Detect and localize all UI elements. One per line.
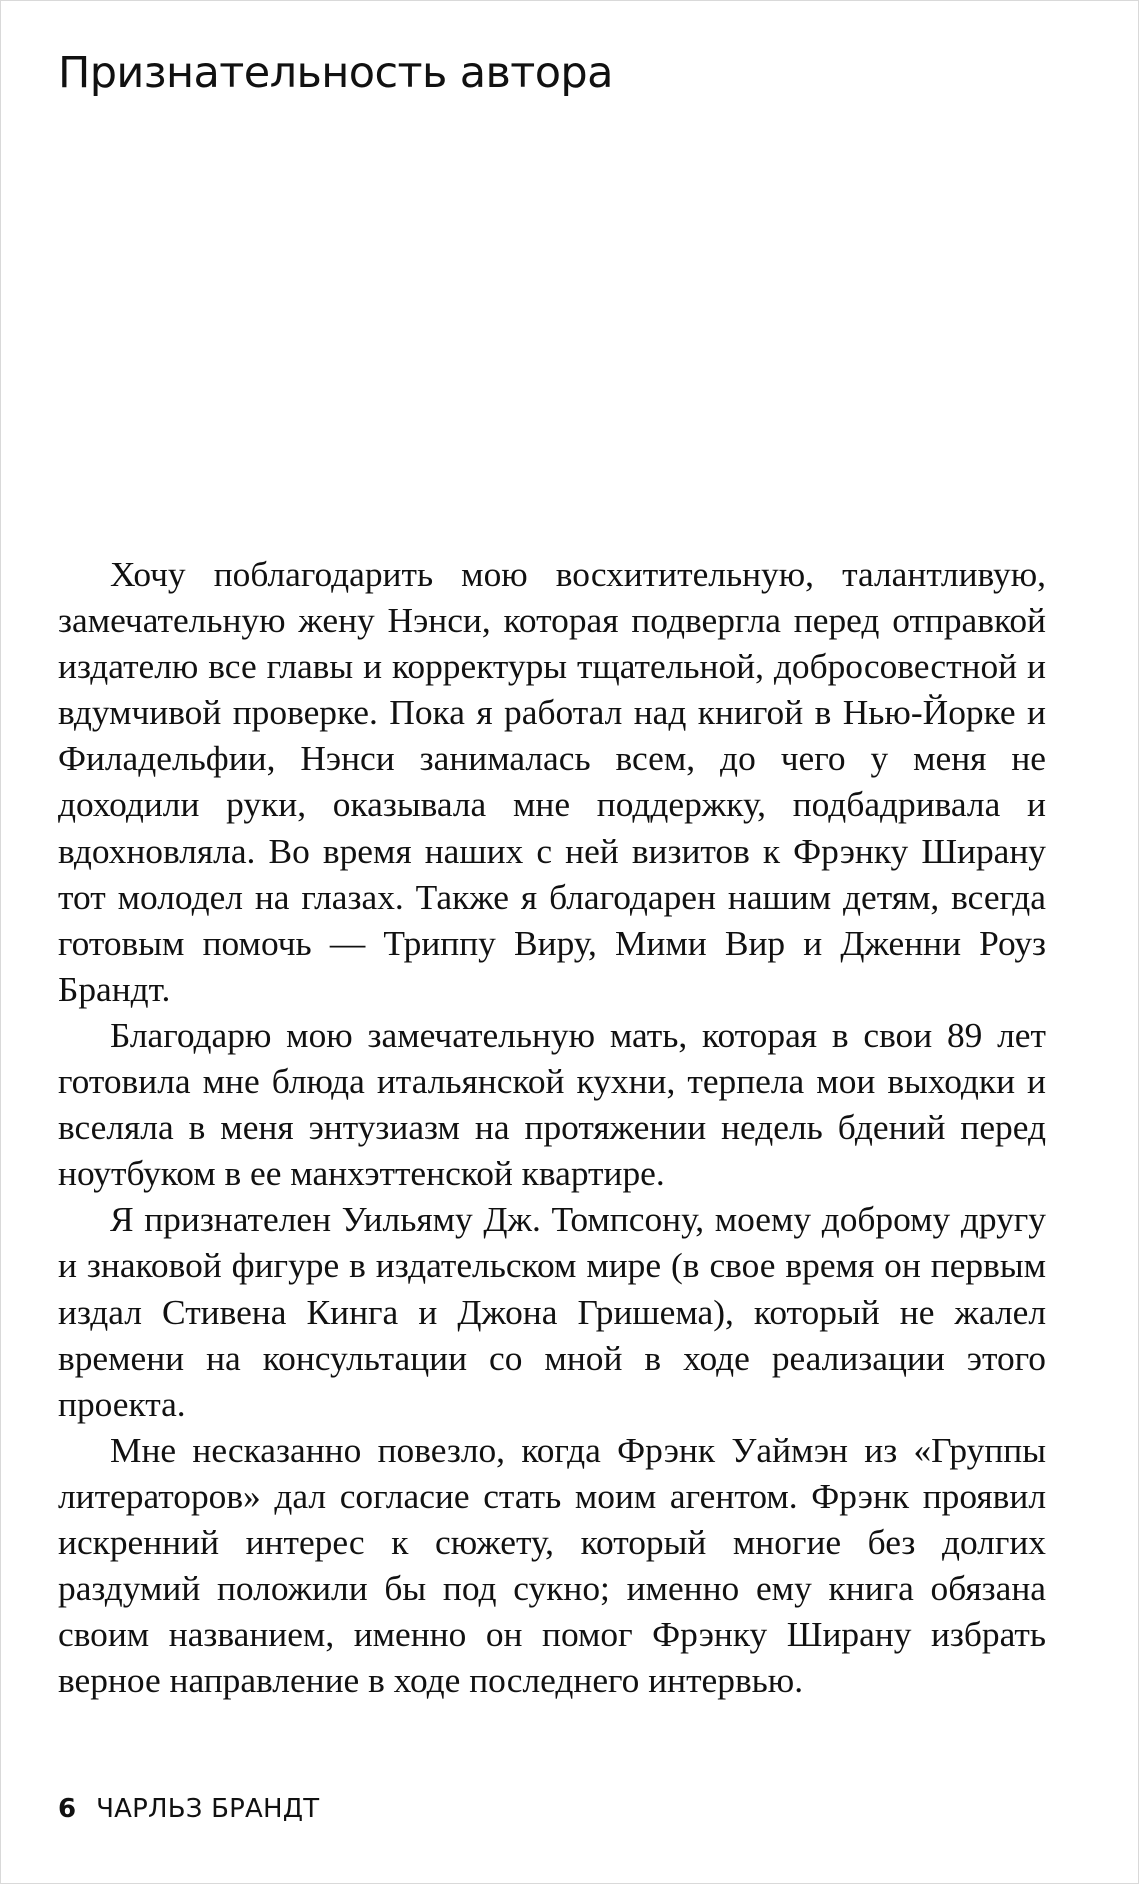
page-number: 6 — [58, 1794, 77, 1824]
running-head: ЧАРЛЬЗ БРАНДТ — [96, 1794, 320, 1824]
paragraph-4: Мне несказанно повезло, когда Фрэнк Уаймэн из «Группы литераторов» дал согласие стать моим агентом. Фрэнк проявил искренний интерес к сюжету, который многие без долгих раздумий положили бы под сукно; именно ему книга обязана своим названием, именно он помог Фрэнку Ширану избрать верное направление в ходе последнего интервью. — [58, 1429, 1046, 1701]
paragraph-1: Хочу поблагодарить мою восхитительную, талантливую, замечательную жену Нэнси, которая подвергла перед отправкой издателю все главы и корректуры тщательной, добросовестной и вдумчивой проверке. Пока я работал над книгой в Нью-Йорке и Филадельфии, Нэнси занималась всем, до чего у меня не доходили руки, оказывала мне поддержку, подбадривала и вдохновляла. Во время наших с ней визитов к Фрэнку Ширану тот молодел на глазах. Также я благодарен нашим детям, всегда готовым помочь — Триппу Виру, Мими Вир и Дженни Роуз Брандт. — [58, 554, 1046, 1009]
body-text — [58, 551, 1046, 1703]
chapter-title: Признательность автора — [58, 48, 613, 98]
page-footer — [58, 1792, 319, 1826]
paragraph-3: Я признателен Уильяму Дж. Томпсону, моему доброму другу и знаковой фигуре в издательском мире (в свое время он первым издал Стивена Кинга и Джона Гришема), который не жалел времени на консультации со мной в ходе реализации этого проекта. — [58, 1199, 1046, 1424]
paragraph-2: Благодарю мою замечательную мать, которая в свои 89 лет готовила мне блюда итальянской кухни, терпела мои выходки и вселяла в меня энтузиазм на протяжении недель бдений перед ноутбуком в ее манхэттенской квартире. — [58, 1014, 1046, 1194]
